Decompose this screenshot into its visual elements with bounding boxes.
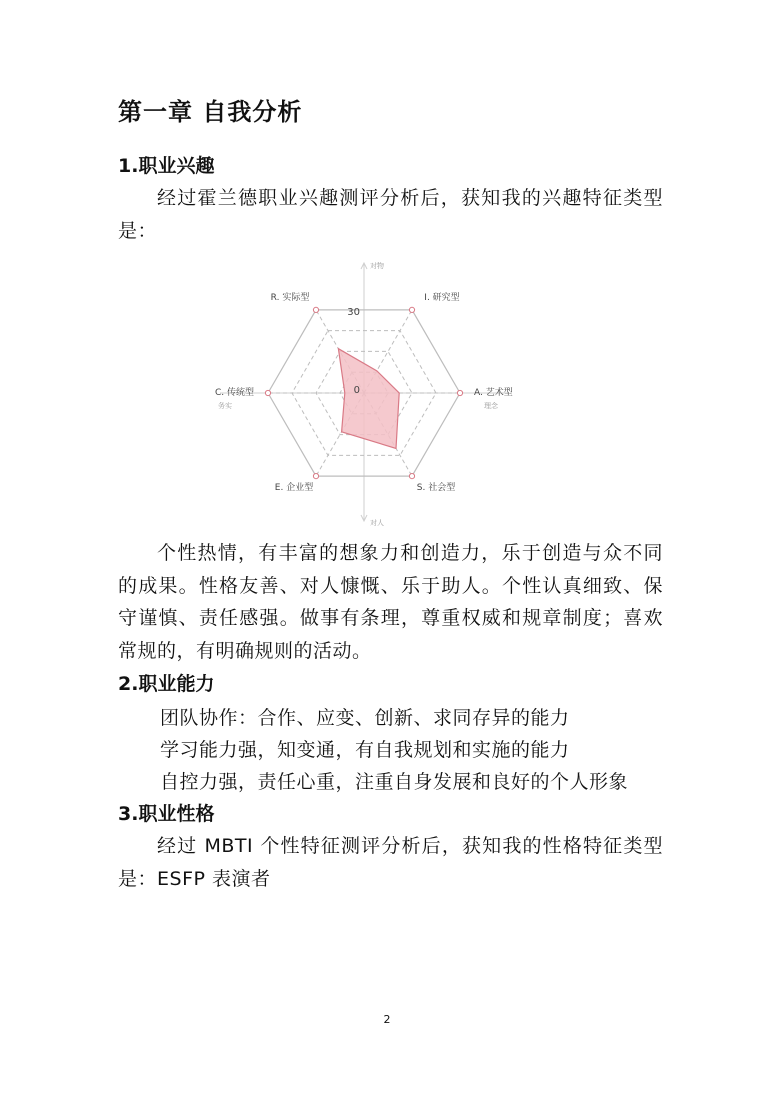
axis-label: S. 社会型 <box>416 483 456 494</box>
axis-label: I. 研究型 <box>424 292 460 303</box>
orientation-label-left: 务实 <box>218 402 232 410</box>
tick-label: 30 <box>347 307 360 318</box>
tick-label: 0 <box>353 385 360 396</box>
personality-text: 经过 MBTI 个性特征测评分析后，获知我的性格特征类型是：ESFP 表演者 <box>118 835 663 890</box>
interest-data-area <box>338 349 399 449</box>
radar-vertex-dot <box>457 390 462 395</box>
axis-label: E. 企业型 <box>274 483 314 494</box>
ability-line: 团队协作：合作、应变、创新、求同存异的能力 <box>160 707 570 729</box>
interests-description: 个性热情，有丰富的想象力和创造力，乐于创造与众不同的成果。性格友善、对人慷慨、乐于助人。个性认真细致、保守谨慎、责任感强。做事有条理，尊重权威和规章制度；喜欢常规的，有明确规则的活动。 <box>118 542 663 662</box>
ability-line: 自控力强，责任心重，注重自身发展和良好的个人形象 <box>160 771 629 793</box>
radar-vertex-dot <box>313 474 318 479</box>
radar-vertex-dot <box>313 307 318 312</box>
axis-label: C. 传统型 <box>214 388 254 398</box>
ability-line: 学习能力强，知变通，有自我规划和实施的能力 <box>160 739 570 761</box>
interests-intro: 经过霍兰德职业兴趣测评分析后，获知我的兴趣特征类型是： <box>118 187 663 242</box>
orientation-label-bottom: 对人 <box>370 519 384 527</box>
orientation-label-top: 对物 <box>370 262 384 270</box>
interest-radar-chart <box>210 255 530 530</box>
axis-label: A. 艺术型 <box>474 388 513 398</box>
section-heading-personality: 3.职业性格 <box>118 803 215 825</box>
axis-label: R. 实际型 <box>270 292 310 303</box>
radar-vertex-dot <box>409 474 414 479</box>
chapter-title: 第一章 自我分析 <box>118 98 303 126</box>
section-heading-abilities: 2.职业能力 <box>118 673 215 695</box>
section-heading-interests: 1.职业兴趣 <box>118 155 215 177</box>
page-number: 2 <box>383 1013 391 1026</box>
radar-vertex-dot <box>265 390 270 395</box>
orientation-label-right: 理念 <box>484 402 498 410</box>
radar-vertex-dot <box>409 307 414 312</box>
